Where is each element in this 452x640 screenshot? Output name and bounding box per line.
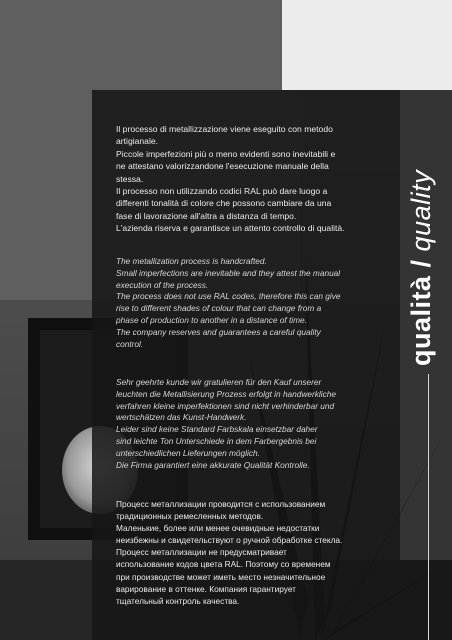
english-paragraph: The metallization process is handcrafted. Small imperfections are inevitable and they attest the manual execution of the process. The process does not use RAL codes, therefore this can give rise to different shades of colour that can change from a phase of production to another in a distance of time. The company reserves and guarantees a careful quality control. <box>116 256 341 349</box>
title-slash: / <box>406 259 436 268</box>
title-english: quality <box>406 169 436 252</box>
page-title <box>406 170 437 366</box>
german-paragraph: Sehr geehrte kunde wir gratulieren für den Kauf unserer leuchten die Metallisierung Prozess erfolgt in handwerkliche verfahren kleine imperfektionen sind nicht verhinderbar und wertschätzen das Kunst-Handwerk. Leider sind keine Standard Farbskala einsetzbar daher sind leichte Ton Unterschiede in dem Farbergebnis bei unterschiedlichen Lieferungen möglich. Die Firma garantiert eine akkurate Qualität Kontrolle. <box>116 377 336 470</box>
italian-paragraph: Il processo di metallizzazione viene eseguito con metodo artigianale. Piccole imperfezioni più o meno evidenti sono inevitabili e ne attestano valorizzandone l'esecuzione manuale della stessa. Il processo non utilizzando codici RAL può dare luogo a differenti tonalità di colore che possono cambiare da una fase di lavorazione all'altra a distanza di tempo. L'azienda riserva e garantisce un attento controllo di qualità. <box>116 124 345 234</box>
title-italian: qualità <box>406 275 436 366</box>
russian-paragraph: Процесс металлизации проводится с использованием традиционных ремесленных методов. Маленькие, более или менее очевидные недостатки неизбежны и свидетельствуют о ручной обработке стекла. Процесс металлизации не предусматривает использование кодов цвета RAL. Поэтому со временем при производстве может иметь место незначительное варирование в оттенке. Компания гарантирует тщательный контроль качества. <box>116 499 343 606</box>
vertical-divider <box>428 374 429 640</box>
